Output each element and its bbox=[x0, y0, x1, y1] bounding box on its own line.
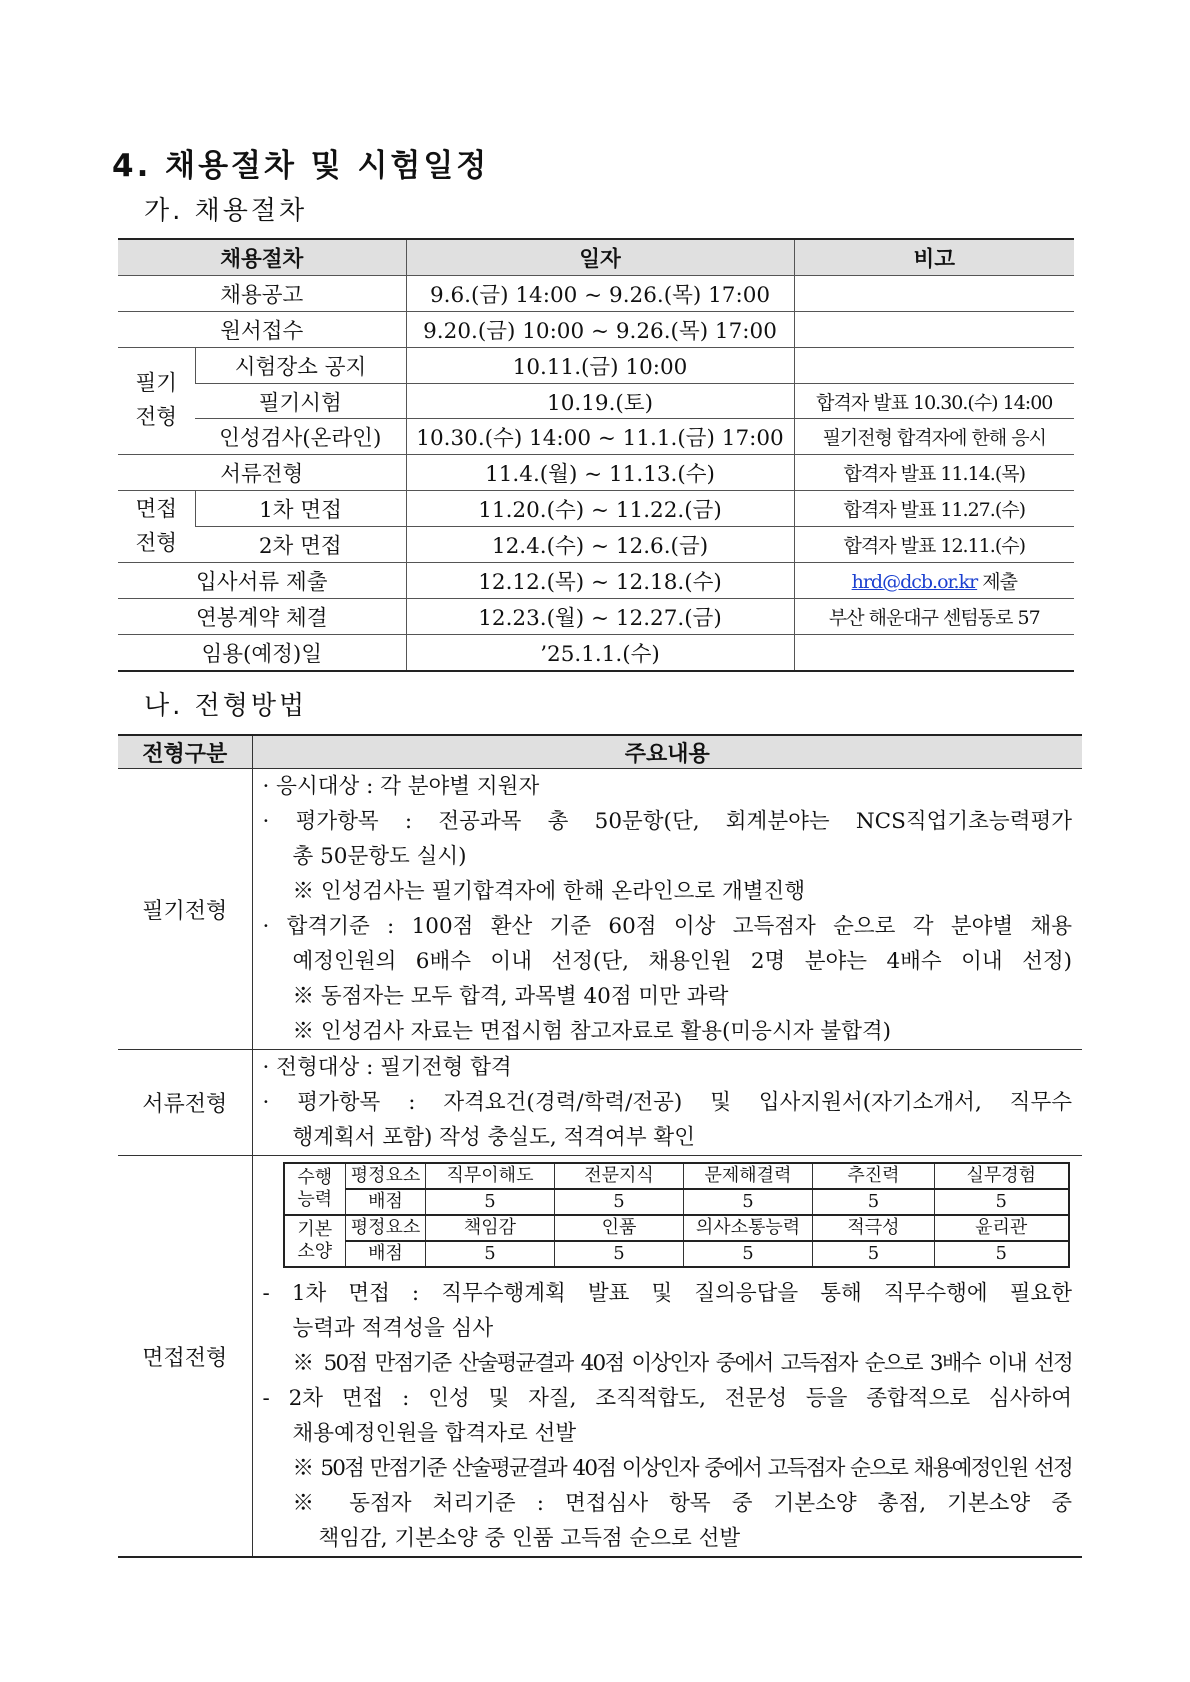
note-cell bbox=[794, 311, 1074, 347]
step-cell: 입사서류 제출 bbox=[118, 563, 406, 599]
criteria-score: 5 bbox=[684, 1189, 813, 1215]
criteria-row bbox=[284, 1189, 1069, 1215]
method-header-row bbox=[118, 735, 1082, 769]
criteria-row-label: 평정요소 bbox=[346, 1215, 426, 1241]
date-cell: 10.11.(금) 10:00 bbox=[406, 347, 794, 383]
step-cell: 서류전형 bbox=[118, 455, 406, 491]
criteria-score: 5 bbox=[684, 1241, 813, 1267]
criteria-score: 5 bbox=[813, 1189, 935, 1215]
criteria-row-label: 배점 bbox=[346, 1189, 426, 1215]
note-cell bbox=[794, 347, 1074, 383]
content-line: 채용예정인원을 합격자로 선발 bbox=[292, 1421, 577, 1446]
date-cell: ’25.1.1.(수) bbox=[406, 634, 794, 670]
step-cell: 원서접수 bbox=[118, 311, 406, 347]
criteria-item: 의사소통능력 bbox=[684, 1215, 813, 1241]
date-cell: 10.30.(수) 14:00 ~ 11.1.(금) 17:00 bbox=[406, 419, 794, 455]
criteria-item: 적극성 bbox=[813, 1215, 935, 1241]
criteria-group-cell: 기본 소양 bbox=[284, 1215, 346, 1267]
criteria-score: 5 bbox=[935, 1241, 1069, 1267]
note-cell: 합격자 발표 11.14.(목) bbox=[794, 455, 1074, 491]
criteria-item: 실무경험 bbox=[935, 1163, 1069, 1189]
table-row bbox=[118, 275, 1074, 311]
step-cell: 임용(예정)일 bbox=[118, 634, 406, 670]
table-row bbox=[118, 491, 1074, 527]
criteria-score: 5 bbox=[813, 1241, 935, 1267]
content-line: ※ 인성검사는 필기합격자에 한해 온라인으로 개별진행 bbox=[292, 879, 806, 904]
criteria-row bbox=[284, 1215, 1069, 1241]
schedule-header-row bbox=[118, 239, 1074, 275]
header-step: 채용절차 bbox=[118, 239, 406, 275]
content-line: · 전형대상 : 필기전형 합격 bbox=[262, 1055, 512, 1080]
note-cell: 부산 해운대구 센텀동로 57 bbox=[794, 598, 1074, 634]
date-cell: 9.20.(금) 10:00 ~ 9.26.(목) 17:00 bbox=[406, 311, 794, 347]
criteria-item: 추진력 bbox=[813, 1163, 935, 1189]
section-title: 4. 채용절차 및 시험일정 bbox=[112, 148, 490, 184]
group-written-cell: 필기 전형 bbox=[118, 347, 195, 455]
content-line: ※ 동점자는 모두 합격, 과목별 40점 미만 과락 bbox=[292, 984, 729, 1009]
criteria-item: 전문지식 bbox=[555, 1163, 684, 1189]
note-cell: 필기전형 합격자에 한해 응시 bbox=[794, 419, 1074, 455]
criteria-score: 5 bbox=[426, 1241, 555, 1267]
table-row bbox=[118, 347, 1074, 383]
content-line: 총 50문항도 실시) bbox=[292, 844, 467, 869]
note-cell bbox=[794, 634, 1074, 670]
date-cell: 9.6.(금) 14:00 ~ 9.26.(목) 17:00 bbox=[406, 275, 794, 311]
table-row bbox=[118, 769, 1082, 1050]
content-line: · 평가항목 : 자격요건(경력/학력/전공) 및 입사지원서(자기소개서, 직무수 bbox=[262, 1090, 1072, 1115]
content-line: ※ 인성검사 자료는 면접시험 참고자료로 활용(미응시자 불합격) bbox=[292, 1019, 892, 1044]
criteria-row bbox=[284, 1163, 1069, 1189]
step-cell: 채용공고 bbox=[118, 275, 406, 311]
table-row bbox=[118, 455, 1074, 491]
criteria-score: 5 bbox=[935, 1189, 1069, 1215]
criteria-score: 5 bbox=[555, 1189, 684, 1215]
note-cell bbox=[794, 563, 1074, 599]
subsection-title-a: 가. 채용절차 bbox=[144, 196, 308, 226]
step-cell: 1차 면접 bbox=[195, 491, 406, 527]
document-content bbox=[252, 1050, 1082, 1156]
note-cell: 합격자 발표 10.30.(수) 14:00 bbox=[794, 383, 1074, 419]
table-row bbox=[118, 527, 1074, 563]
header-content: 주요내용 bbox=[252, 735, 1082, 769]
content-line: · 합격기준 : 100점 환산 기준 60점 이상 고득점자 순으로 각 분야별 채용 bbox=[262, 914, 1072, 939]
criteria-row-label: 평정요소 bbox=[346, 1163, 426, 1189]
step-cell: 2차 면접 bbox=[195, 527, 406, 563]
date-cell: 12.23.(월) ~ 12.27.(금) bbox=[406, 598, 794, 634]
interview-label: 면접전형 bbox=[118, 1156, 252, 1558]
header-category: 전형구분 bbox=[118, 735, 252, 769]
content-line: 행계획서 포함) 작성 충실도, 적격여부 확인 bbox=[292, 1125, 695, 1150]
content-line: ※ 50점 만점기준 산술평균결과 40점 이상인자 중에서 고득점자 순으로 3배수 이내 선정 bbox=[292, 1351, 1072, 1376]
table-row bbox=[118, 1156, 1082, 1558]
content-line: · 평가항목 : 전공과목 총 50문항(단, 회계분야는 NCS직업기초능력평가 bbox=[262, 809, 1072, 834]
criteria-row-label: 배점 bbox=[346, 1241, 426, 1267]
header-note: 비고 bbox=[794, 239, 1074, 275]
note-cell: 합격자 발표 12.11.(수) bbox=[794, 527, 1074, 563]
step-cell: 연봉계약 체결 bbox=[118, 598, 406, 634]
date-cell: 11.20.(수) ~ 11.22.(금) bbox=[406, 491, 794, 527]
header-date: 일자 bbox=[406, 239, 794, 275]
schedule-table bbox=[118, 238, 1074, 672]
step-cell: 시험장소 공지 bbox=[195, 347, 406, 383]
written-content bbox=[252, 769, 1082, 1050]
step-cell: 인성검사(온라인) bbox=[195, 419, 406, 455]
document-label: 서류전형 bbox=[118, 1050, 252, 1156]
table-row bbox=[118, 311, 1074, 347]
content-line: - 1차 면접 : 직무수행계획 발표 및 질의응답을 통해 직무수행에 필요한 bbox=[262, 1281, 1072, 1306]
content-line: 책임감, 기본소양 중 인품 고득점 순으로 선발 bbox=[318, 1526, 741, 1551]
method-table bbox=[118, 734, 1082, 1558]
note-cell bbox=[794, 275, 1074, 311]
table-row bbox=[118, 598, 1074, 634]
criteria-item: 문제해결력 bbox=[684, 1163, 813, 1189]
table-row bbox=[118, 563, 1074, 599]
content-line: 능력과 적격성을 심사 bbox=[292, 1316, 494, 1341]
date-cell: 10.19.(토) bbox=[406, 383, 794, 419]
criteria-score: 5 bbox=[426, 1189, 555, 1215]
content-line: ※ 50점 만점기준 산술평균결과 40점 이상인자 중에서 고득점자 순으로 채용예정인원 선정 bbox=[292, 1456, 1072, 1481]
date-cell: 11.4.(월) ~ 11.13.(수) bbox=[406, 455, 794, 491]
table-row bbox=[118, 634, 1074, 670]
content-line: 예정인원의 6배수 이내 선정(단, 채용인원 2명 분야는 4배수 이내 선정) bbox=[292, 949, 1072, 974]
note-suffix: 제출 bbox=[977, 570, 1017, 593]
group-interview-cell: 면접 전형 bbox=[118, 491, 195, 563]
table-row bbox=[118, 1050, 1082, 1156]
content-line: · 응시대상 : 각 분야별 지원자 bbox=[262, 774, 540, 799]
criteria-group-cell: 수행 능력 bbox=[284, 1163, 346, 1215]
email-link[interactable]: hrd@dcb.or.kr bbox=[851, 570, 978, 593]
criteria-row bbox=[284, 1241, 1069, 1267]
criteria-item: 직무이해도 bbox=[426, 1163, 555, 1189]
step-cell: 필기시험 bbox=[195, 383, 406, 419]
content-line: ※ 동점자 처리기준 : 면접심사 항목 중 기본소양 총점, 기본소양 중 bbox=[292, 1491, 1072, 1516]
table-row bbox=[118, 419, 1074, 455]
criteria-item: 윤리관 bbox=[935, 1215, 1069, 1241]
interview-content bbox=[252, 1156, 1082, 1558]
written-label: 필기전형 bbox=[118, 769, 252, 1050]
date-cell: 12.4.(수) ~ 12.6.(금) bbox=[406, 527, 794, 563]
subsection-title-b: 나. 전형방법 bbox=[144, 691, 308, 721]
note-cell: 합격자 발표 11.27.(수) bbox=[794, 491, 1074, 527]
date-cell: 12.12.(목) ~ 12.18.(수) bbox=[406, 563, 794, 599]
criteria-item: 책임감 bbox=[426, 1215, 555, 1241]
interview-criteria-table bbox=[283, 1162, 1070, 1268]
table-row bbox=[118, 383, 1074, 419]
criteria-score: 5 bbox=[555, 1241, 684, 1267]
content-line: - 2차 면접 : 인성 및 자질, 조직적합도, 전문성 등을 종합적으로 심사하여 bbox=[262, 1386, 1072, 1411]
criteria-item: 인품 bbox=[555, 1215, 684, 1241]
